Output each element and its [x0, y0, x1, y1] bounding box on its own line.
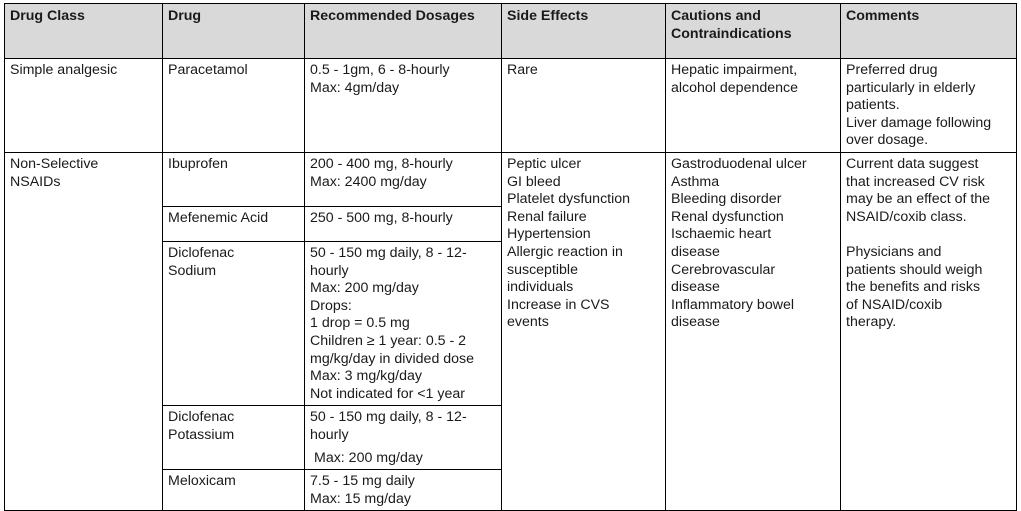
header-cautions: Cautions and Contraindications	[666, 4, 841, 59]
drug-cell: Paracetamol	[163, 59, 305, 153]
drug-class-cell: Simple analgesic	[5, 59, 163, 153]
header-dosages: Recommended Dosages	[305, 4, 502, 59]
drug-cell: Mefenemic Acid	[163, 206, 305, 241]
header-row	[5, 4, 1017, 59]
dosage-cell: 200 - 400 mg, 8-hourly Max: 2400 mg/day	[305, 152, 502, 206]
side-effects-cell: Rare	[502, 59, 666, 153]
cautions-cell: Gastroduodenal ulcer Asthma Bleeding disorder Renal dysfunction Ischaemic heart disease Cerebrovascular disease Inflammatory bowel disease	[666, 152, 841, 510]
dosage-cell: 50 - 150 mg daily, 8 - 12- hourly Max: 200 mg/day Drops: 1 drop = 0.5 mg Children ≥ 1 year: 0.5 - 2 mg/kg/day in divided dose Max: 3 mg/kg/day Not indicated for <1 year	[305, 241, 502, 405]
comments-cell: Preferred drug particularly in elderly patients. Liver damage following over dosage.	[841, 59, 1017, 153]
dosage-cell: 7.5 - 15 mg daily Max: 15 mg/day	[305, 470, 502, 511]
comments-cell: Current data suggest that increased CV risk may be an effect of the NSAID/coxib class. Physicians and patients should weigh the benefits and risks of NSAID/coxib therapy.	[841, 152, 1017, 510]
table-row	[5, 152, 1017, 206]
drug-class-cell: Non-Selective NSAIDs	[5, 152, 163, 510]
header-side-effects: Side Effects	[502, 4, 666, 59]
drug-cell: Ibuprofen	[163, 152, 305, 206]
side-effects-cell: Peptic ulcer GI bleed Platelet dysfunction Renal failure Hypertension Allergic reaction in susceptible individuals Increase in CVS events	[502, 152, 666, 510]
header-drug: Drug	[163, 4, 305, 59]
drug-cell: Meloxicam	[163, 470, 305, 511]
table-row	[5, 59, 1017, 153]
dosage-cell: 50 - 150 mg daily, 8 - 12- hourly Max: 200 mg/day	[305, 406, 502, 470]
drug-cell: Diclofenac Potassium	[163, 406, 305, 470]
header-drug-class: Drug Class	[5, 4, 163, 59]
cautions-cell: Hepatic impairment, alcohol dependence	[666, 59, 841, 153]
drug-cell: Diclofenac Sodium	[163, 241, 305, 405]
dosage-cell: 0.5 - 1gm, 6 - 8-hourly Max: 4gm/day	[305, 59, 502, 153]
drug-dosage-table	[4, 3, 1017, 511]
header-comments: Comments	[841, 4, 1017, 59]
dosage-cell: 250 - 500 mg, 8-hourly	[305, 206, 502, 241]
